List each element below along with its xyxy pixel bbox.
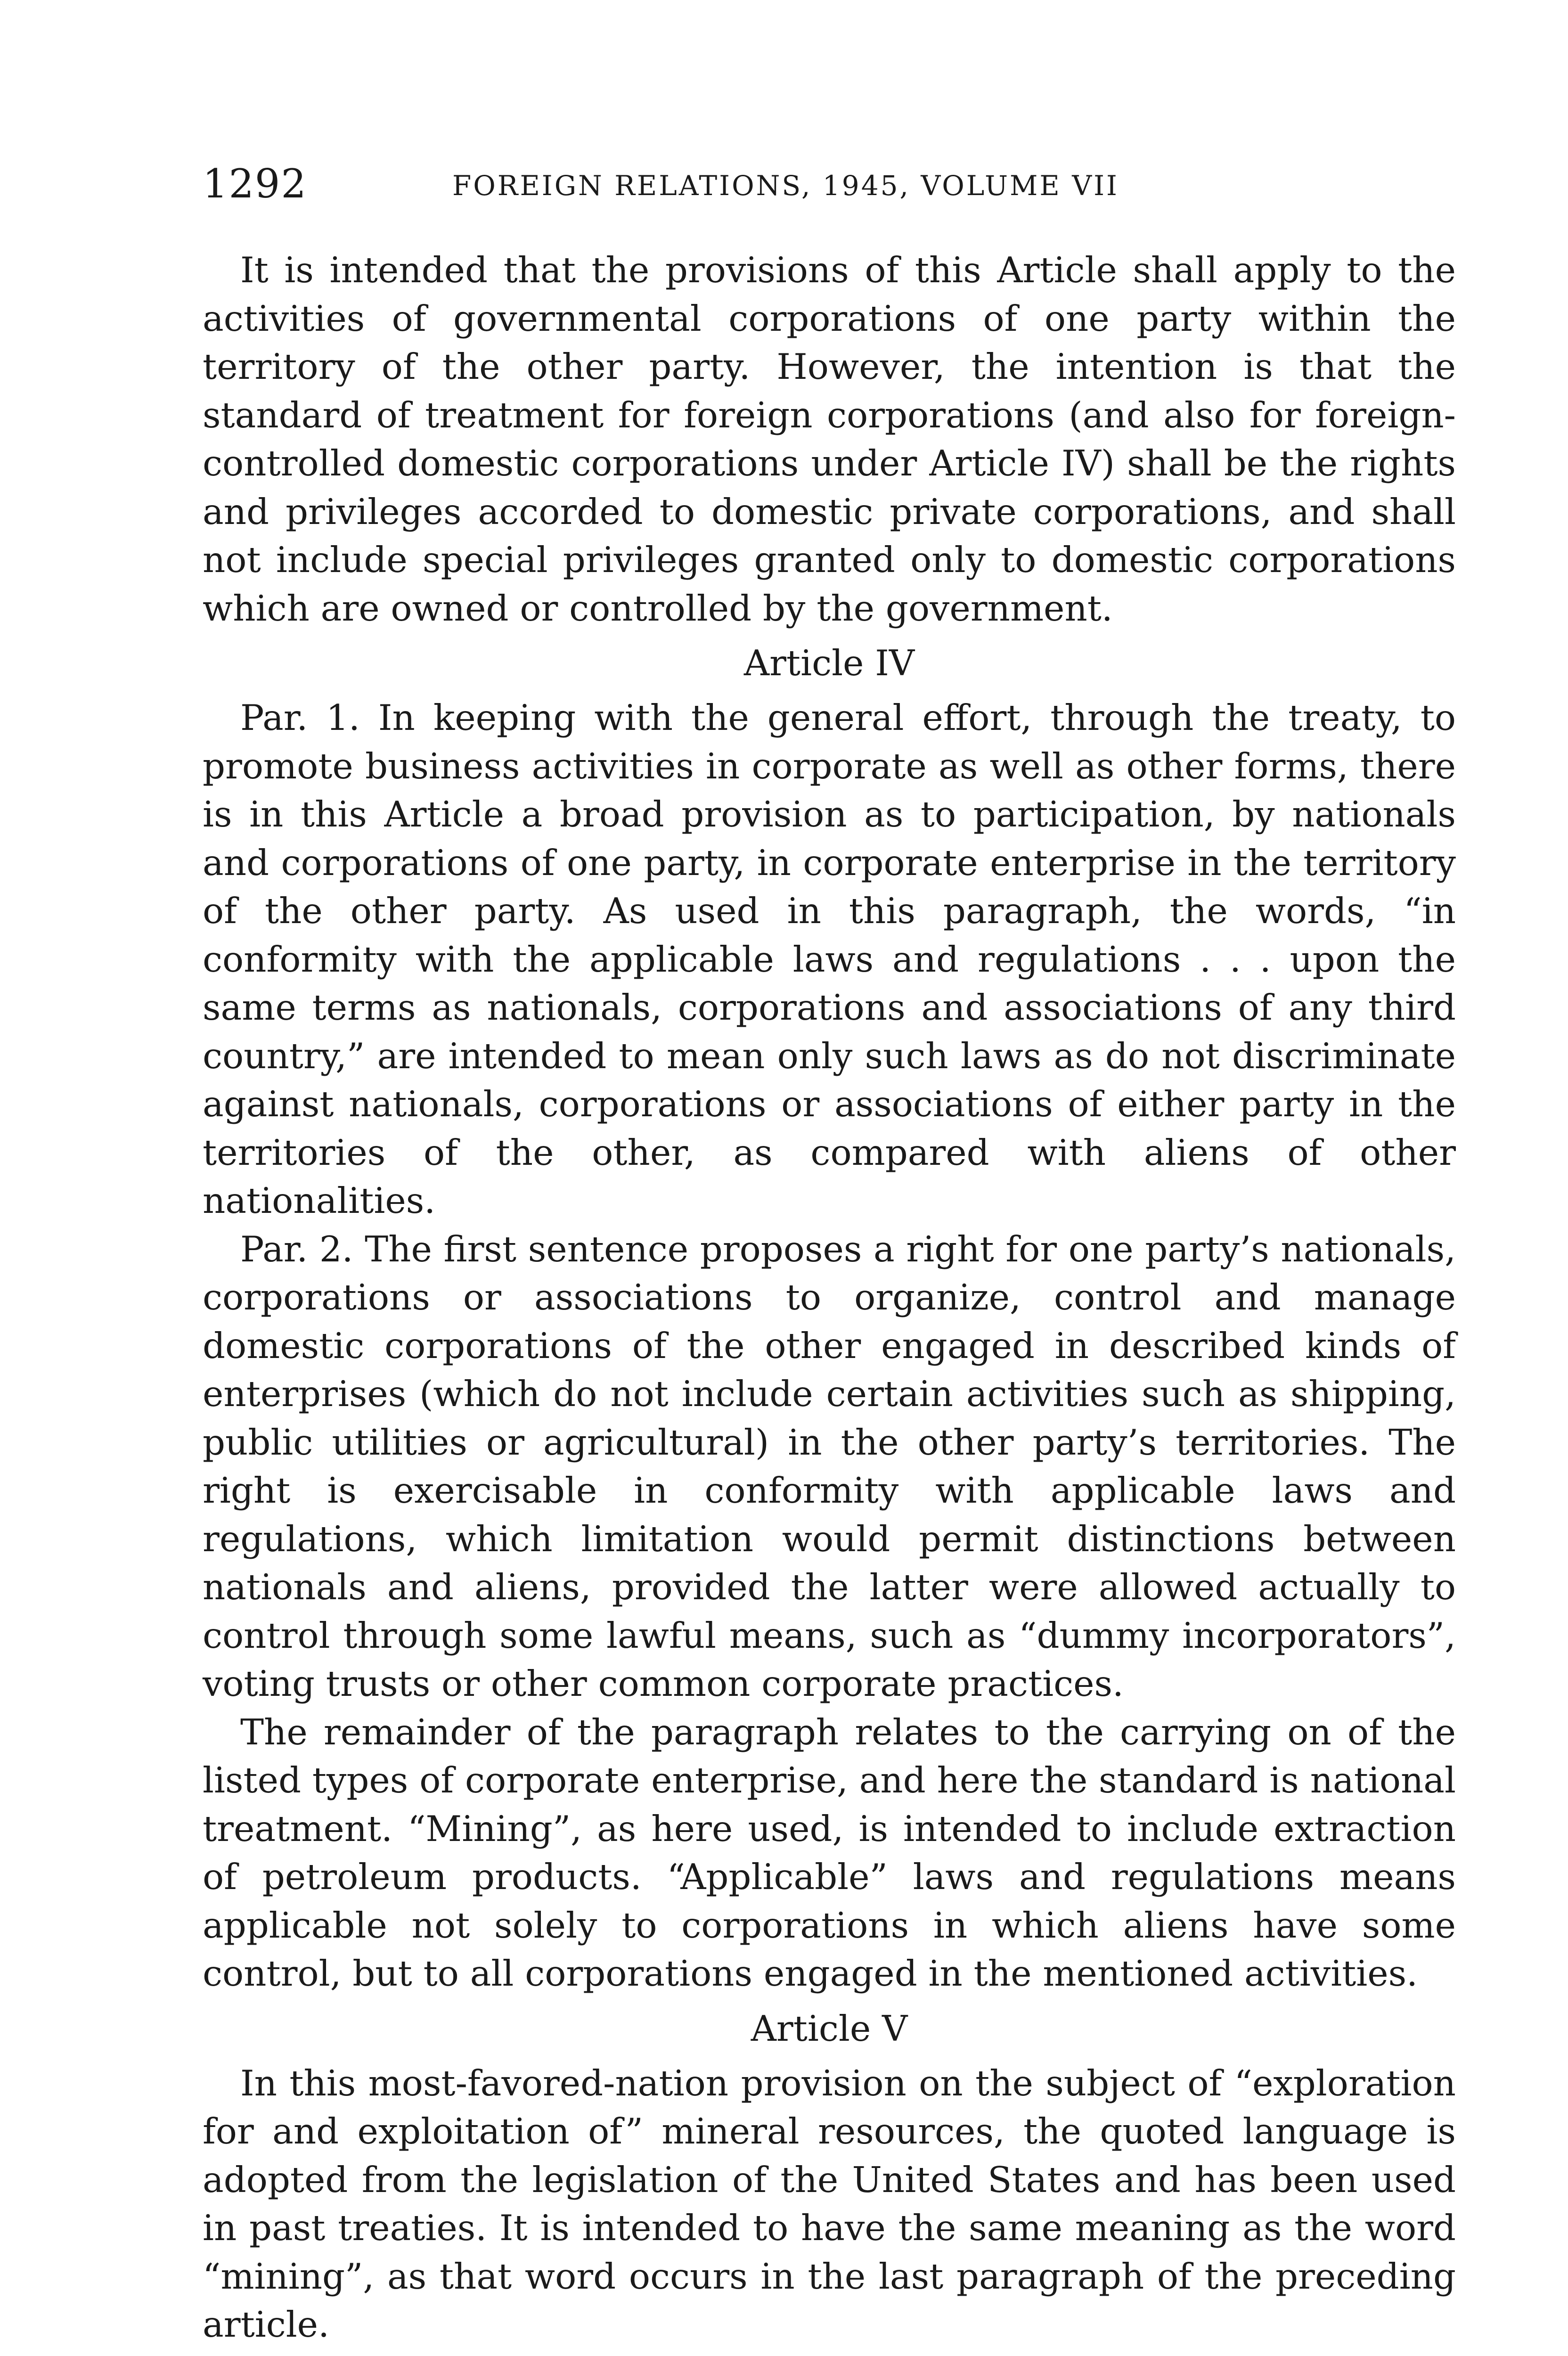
section-heading-article-v: Article V <box>751 2007 908 2049</box>
page-header <box>203 160 1456 217</box>
page-number: 1292 <box>203 161 307 207</box>
document-body <box>203 246 1456 2349</box>
body-paragraph: In this most-favored-nation provision on the subject of “exploration for and exploitation of” mineral resources, the quoted language is adopted from the legislation of the United States and has been used in past treaties. It is intended to have the same meaning as the word “mining”, as that word occurs in the last paragraph of the preceding article. <box>203 2062 1456 2345</box>
body-paragraph: Par. 1. In keeping with the general effort, through the treaty, to promote business activities in corporate as well as other forms, there is in this Article a broad provision as to participation, by nationals and corporations of one party, in corporate enterprise in the territory of the other party. As used in this paragraph, the words, “in conformity with the applicable laws and regulations . . . upon the same terms as nationals, corporations and associations of any third country,” are intended to mean only such laws as do not discriminate against nationals, corporations or associations of either party in the territories of the other, as compared with aliens of other nationalities. <box>203 697 1456 1221</box>
body-paragraph: Par. 2. The first sentence proposes a right for one party’s nationals, corporations or associations to organize, control and manage domestic corporations of the other engaged in described kinds of enterprises (which do not include certain activities such as shipping, public utilities or agricultural) in the other party’s territories. The right is exercisable in conformity with applicable laws and regulations, which limitation would permit distinctions between nationals and aliens, provided the latter were allowed actually to control through some lawful means, such as “dummy incorporators”, voting trusts or other common corporate practices. <box>203 1228 1456 1704</box>
section-heading-article-iv: Article IV <box>743 642 915 684</box>
running-title: FOREIGN RELATIONS, 1945, VOLUME VII <box>452 170 1119 202</box>
body-paragraph: The remainder of the paragraph relates to the carrying on of the listed types of corporate enterprise, and here the standard is national treatment. “Mining”, as here used, is intended to include extraction of petroleum products. “Applicable” laws and regulations means applicable not solely to corporations in which aliens have some control, but to all corporations engaged in the mentioned activities. <box>203 1711 1456 1994</box>
body-paragraph: It is intended that the provisions of this Article shall apply to the activities of governmental corporations of one party within the territory of the other party. However, the intention is that the standard of treatment for foreign corporations (and also for foreign-controlled domestic corporations under Article IV) shall be the rights and privileges accorded to domestic private corporations, and shall not include special privileges granted only to domestic corporations which are owned or controlled by the government. <box>203 249 1456 629</box>
